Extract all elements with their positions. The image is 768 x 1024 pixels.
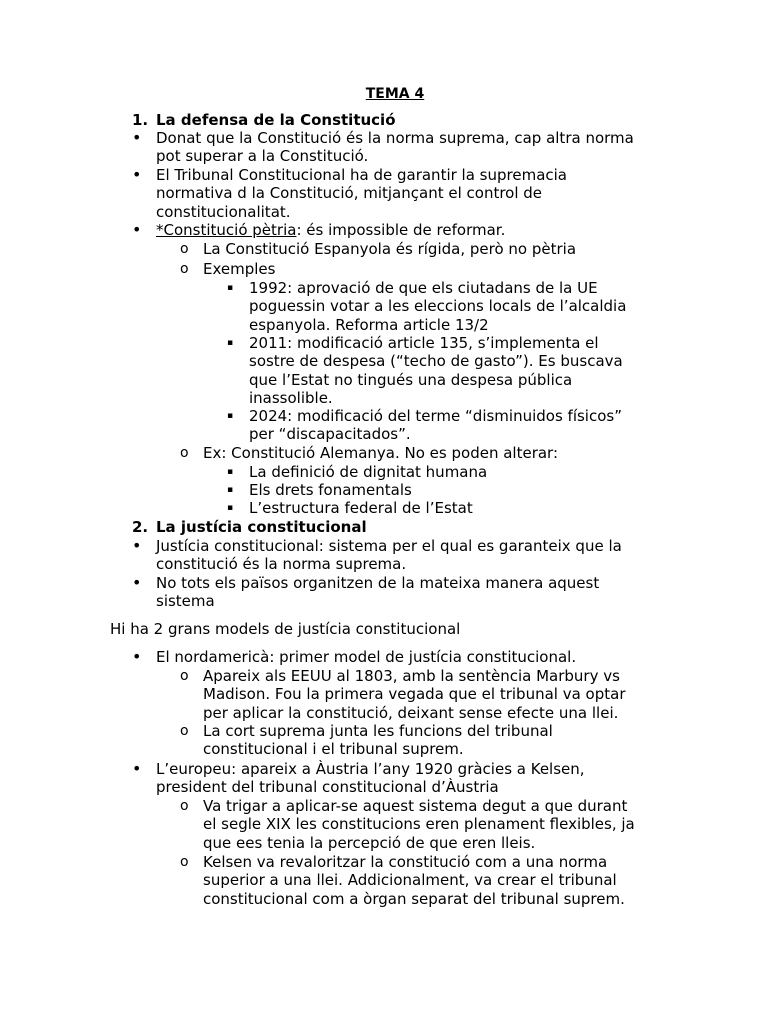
bullet-marker: • xyxy=(132,128,142,147)
square-marker: ▪ xyxy=(227,485,234,495)
list-item: No tots els països organitzen de la mateixa manera aquest sistema xyxy=(156,574,600,611)
list-item: 2024: modificació del terme “disminuidos físicos” per “discapacitados”. xyxy=(249,407,622,444)
list-item: Exemples xyxy=(203,260,276,278)
petria-term: *Constitució pètria xyxy=(156,221,297,239)
circle-marker: o xyxy=(180,261,189,277)
list-item: Els drets fonamentals xyxy=(249,481,412,499)
square-marker: ▪ xyxy=(227,338,234,348)
list-item: 1992: aprovació de que els ciutadans de la UE poguessin votar a les eleccions locals de l’alcaldia espanyola. Reforma article 13/2 xyxy=(249,279,627,334)
section-2-heading: La justícia constitucional xyxy=(156,518,367,536)
square-marker: ▪ xyxy=(227,503,234,513)
circle-marker: o xyxy=(180,668,189,684)
models-paragraph: Hi ha 2 grans models de justícia constitucional xyxy=(110,620,461,638)
bullet-marker: • xyxy=(132,220,142,239)
section-1-number: 1. xyxy=(132,111,149,129)
list-item: Va trigar a aplicar-se aquest sistema degut a que durant el segle XIX les constitucions eren plenament flexibles, ja que ees tenia la percepció de que eren lleis. xyxy=(203,797,635,852)
list-item: La cort suprema junta les funcions del tribunal constitucional i el tribunal suprem. xyxy=(203,722,553,759)
section-1-heading: La defensa de la Constitució xyxy=(156,111,396,129)
list-item: L’estructura federal de l’Estat xyxy=(249,499,473,517)
list-item: L’europeu: apareix a Àustria l’any 1920 gràcies a Kelsen, president del tribunal constitucional d’Àustria xyxy=(156,760,585,797)
bullet-marker: • xyxy=(132,647,142,666)
circle-marker: o xyxy=(180,723,189,739)
list-item xyxy=(156,221,505,239)
doc-title: TEMA 4 xyxy=(365,86,425,102)
bullet-marker: • xyxy=(132,759,142,778)
list-item: La Constitució Espanyola és rígida, però no pètria xyxy=(203,240,577,258)
list-item: Justícia constitucional: sistema per el qual es garanteix que la constitució és la norma suprema. xyxy=(156,537,622,574)
bullet-marker: • xyxy=(132,165,142,184)
bullet-marker: • xyxy=(132,536,142,555)
section-2-number: 2. xyxy=(132,518,149,536)
bullet-marker: • xyxy=(132,573,142,592)
circle-marker: o xyxy=(180,241,189,257)
list-item: Kelsen va revaloritzar la constitució com a una norma superior a una llei. Addicionalment, va crear el tribunal constitucional com a òrgan separat del tribunal suprem. xyxy=(203,853,625,908)
circle-marker: o xyxy=(180,445,189,461)
list-item: La definició de dignitat humana xyxy=(249,463,488,481)
list-item: 2011: modificació article 135, s’implementa el sostre de despesa (“techo de gasto”). Es buscava que l’Estat no tingués una despesa pública inassolible. xyxy=(249,334,623,408)
square-marker: ▪ xyxy=(227,283,234,293)
petria-definition: : és impossible de reformar. xyxy=(296,221,506,239)
square-marker: ▪ xyxy=(227,467,234,477)
list-item: El Tribunal Constitucional ha de garantir la supremacia normativa d la Constitució, mitjançant el control de constitucionalitat. xyxy=(156,166,567,221)
square-marker: ▪ xyxy=(227,411,234,421)
list-item: Apareix als EEUU al 1803, amb la sentència Marbury vs Madison. Fou la primera vegada que el tribunal va optar per aplicar la constitució, deixant sense efecte una llei. xyxy=(203,667,626,722)
list-item: El nordamericà: primer model de justícia constitucional. xyxy=(156,648,577,666)
list-item: Donat que la Constitució és la norma suprema, cap altra norma pot superar a la Constitució. xyxy=(156,129,634,166)
circle-marker: o xyxy=(180,854,189,870)
circle-marker: o xyxy=(180,798,189,814)
list-item: Ex: Constitució Alemanya. No es poden alterar: xyxy=(203,444,559,462)
